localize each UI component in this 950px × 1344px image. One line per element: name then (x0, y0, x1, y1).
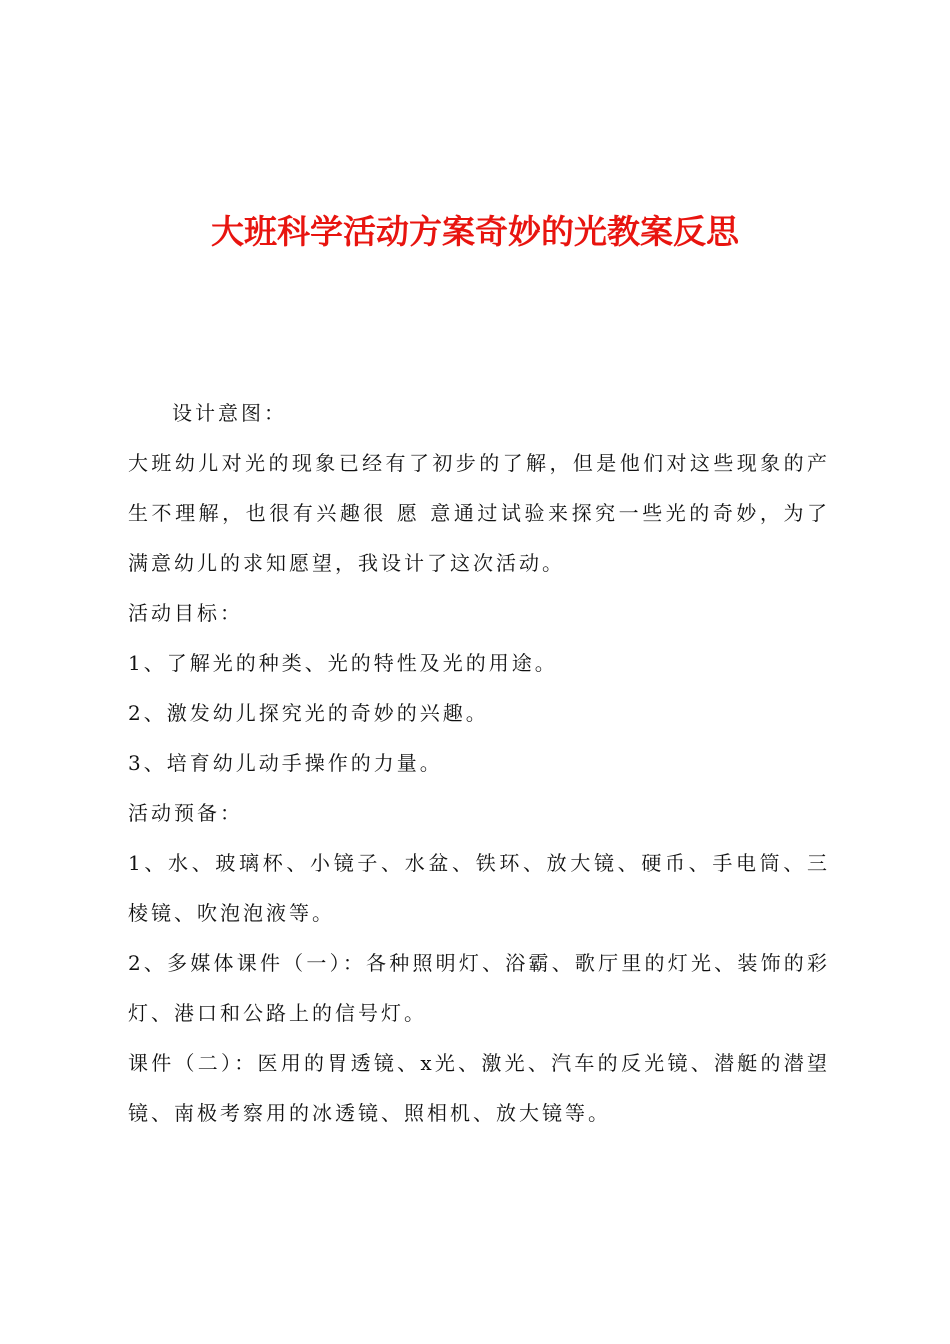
goal-item-1: 1、了解光的种类、光的特性及光的用途。 (128, 651, 558, 675)
goal-item-2: 2、激发幼儿探究光的奇妙的兴趣。 (128, 701, 489, 725)
document-title: 大班科学活动方案奇妙的光教案反思 (211, 212, 739, 251)
goal-item-3: 3、培育幼儿动手操作的力量。 (128, 751, 443, 775)
preparation-item-1: 1、水、玻璃杯、小镜子、水盆、铁环、放大镜、硬币、手电筒、三棱镜、吹泡泡液等。 (128, 851, 830, 925)
section-heading-activity-goals: 活动目标： (128, 601, 243, 625)
preparation-item-courseware-2: 课件（二）：医用的胃透镜、x光、激光、汽车的反光镜、潜艇的潜望镜、南极考察用的冰透镜、照相机、放大镜等。 (128, 1051, 830, 1125)
document-body (128, 388, 830, 1138)
paragraph-design-intent: 大班幼儿对光的现象已经有了初步的了解，但是他们对这些现象的产生不理解，也很有兴趣很 愿 意通过试验来探究一些光的奇妙，为了满意幼儿的求知愿望，我设计了这次活动。 (128, 451, 830, 575)
preparation-item-2: 2、多媒体课件（一）：各种照明灯、浴霸、歌厅里的灯光、装饰的彩灯、港口和公路上的信号灯。 (128, 951, 830, 1025)
section-heading-activity-preparation: 活动预备： (128, 801, 243, 825)
section-heading-design-intent: 设计意图： (172, 401, 287, 425)
